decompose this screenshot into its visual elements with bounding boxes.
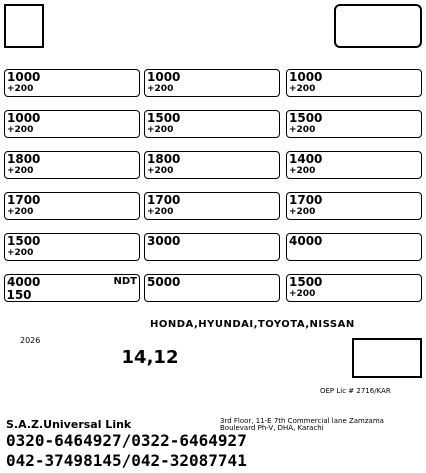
salary-value: 1800 [147, 152, 181, 166]
salary-value: 1400 [289, 152, 323, 166]
job-card [4, 151, 140, 179]
salary-extra: +200 [289, 289, 316, 299]
salary-extra: +200 [147, 207, 174, 217]
job-row [0, 191, 426, 221]
header-strip [0, 52, 426, 68]
salary-extra: +200 [289, 166, 316, 176]
job-card [144, 69, 280, 97]
oep-license: OEP Lic # 2716/KAR [320, 387, 391, 395]
job-salary [289, 276, 329, 302]
salary-extra: +200 [7, 125, 34, 135]
header-subtitle [48, 28, 330, 50]
job-card [286, 69, 422, 97]
header [0, 0, 426, 52]
job-card [144, 274, 280, 302]
salary-value: 1000 [7, 70, 41, 84]
company-name: S.A.Z.Universal Link [6, 418, 132, 431]
job-title [67, 152, 137, 178]
job-row [0, 150, 426, 180]
salary-value: 1500 [289, 111, 323, 125]
salary-value: 1500 [7, 234, 41, 248]
job-card [4, 233, 140, 261]
job-salary [289, 112, 329, 138]
job-card [144, 192, 280, 220]
job-title [349, 234, 419, 260]
salary-extra: +200 [7, 84, 34, 94]
salary-extra: +200 [7, 248, 34, 258]
job-salary [147, 153, 187, 179]
salary-extra: +200 [7, 166, 34, 176]
salary-value: 3000 [147, 234, 181, 248]
salary-value: 1000 [7, 111, 41, 125]
job-card [286, 192, 422, 220]
interview-year: 2026 [20, 336, 41, 345]
info-bottom [0, 364, 426, 384]
side-count: 150 [6, 288, 32, 302]
job-title [67, 193, 137, 219]
job-title [349, 70, 419, 96]
job-title [207, 234, 277, 260]
job-salary [289, 194, 329, 220]
salary-value: 1700 [289, 193, 323, 207]
job-card [4, 192, 140, 220]
phone-line-1: 0320-6464927/0322-6464927 [6, 431, 247, 450]
job-row [0, 273, 426, 303]
salary-extra: +200 [289, 125, 316, 135]
salary-value: 4000 [289, 234, 323, 248]
salary-extra: +200 [147, 125, 174, 135]
job-title [67, 234, 137, 260]
company-address: 3rd Floor, 11-E 7th Commercial lane Zamzama Boulevard Ph-V, DHA, Karachi [220, 417, 384, 432]
job-title [349, 111, 419, 137]
job-row [0, 109, 426, 139]
job-salary [147, 276, 187, 302]
header-side-badge [334, 4, 422, 48]
job-title [207, 111, 277, 137]
job-salary [147, 194, 187, 220]
info-section [0, 334, 426, 384]
job-salary [7, 112, 47, 138]
salary-value: 1700 [147, 193, 181, 207]
salary-extra: +200 [7, 207, 34, 217]
job-title [349, 152, 419, 178]
job-title [349, 193, 419, 219]
footer [0, 418, 426, 473]
job-card [4, 69, 140, 97]
job-salary [7, 194, 47, 220]
job-card [4, 110, 140, 138]
salary-value: 1500 [289, 275, 323, 289]
job-title [207, 193, 277, 219]
salary-value: 1000 [147, 70, 181, 84]
job-card [286, 151, 422, 179]
job-salary [7, 153, 47, 179]
job-grid [0, 68, 426, 316]
job-title [67, 111, 137, 137]
job-title [207, 275, 277, 301]
job-salary [7, 235, 47, 261]
salary-extra: +200 [147, 84, 174, 94]
brand-box [0, 384, 426, 418]
job-row [0, 232, 426, 262]
job-salary [147, 112, 187, 138]
salary-value: 1700 [7, 193, 41, 207]
job-salary [147, 235, 187, 261]
header-left-tab [4, 4, 44, 48]
job-salary [289, 235, 329, 261]
header-title [90, 2, 326, 28]
job-title: NDT [113, 276, 137, 287]
salary-value: 1000 [289, 70, 323, 84]
job-title [349, 275, 419, 301]
salary-value: 4000 [7, 275, 41, 289]
phone-line-2: 042-37498145/042-32087741 [6, 451, 247, 470]
salary-extra: +200 [147, 166, 174, 176]
job-card [286, 274, 422, 302]
brands-line: HONDA,HYUNDAI,TOYOTA,NISSAN [150, 319, 355, 330]
job-title [207, 152, 277, 178]
job-row [0, 68, 426, 98]
salary-extra: +200 [289, 207, 316, 217]
salary-value: 1500 [147, 111, 181, 125]
job-salary [147, 71, 187, 97]
job-salary [289, 153, 329, 179]
job-card [286, 233, 422, 261]
job-card [144, 151, 280, 179]
job-card [144, 233, 280, 261]
job-card [286, 110, 422, 138]
salary-value: 5000 [147, 275, 181, 289]
job-salary [289, 71, 329, 97]
job-card [144, 110, 280, 138]
job-title [207, 70, 277, 96]
interview-dates: 14,12 [121, 347, 179, 368]
job-title [67, 70, 137, 96]
job-salary [7, 71, 47, 97]
salary-extra: +200 [289, 84, 316, 94]
salary-value: 1800 [7, 152, 41, 166]
